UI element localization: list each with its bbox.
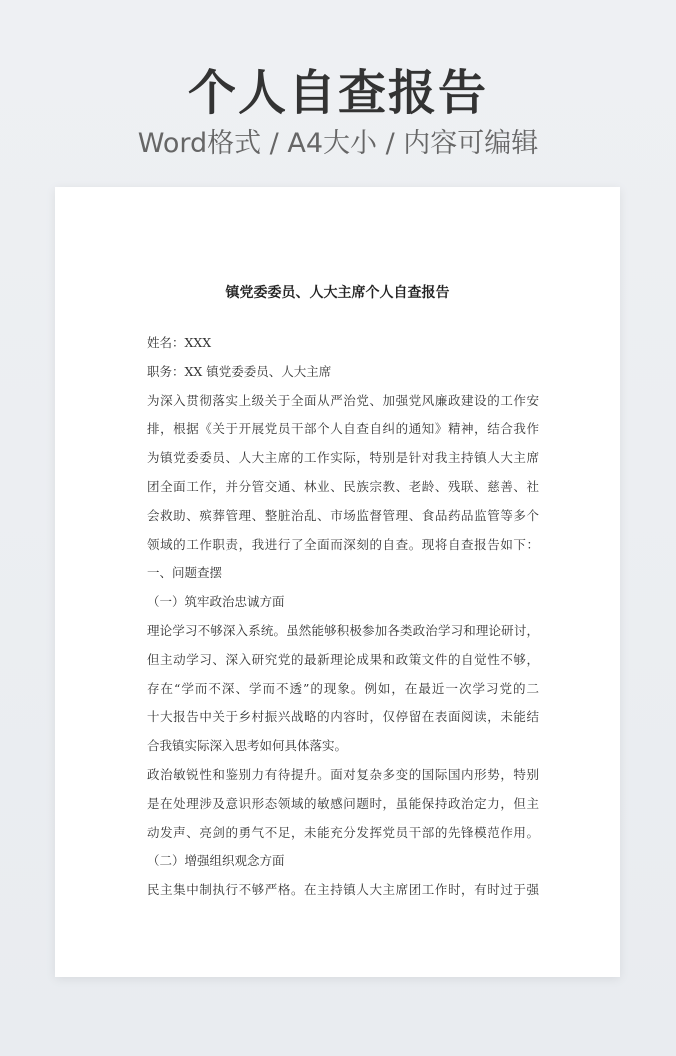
document-body [147, 329, 539, 905]
subsection-heading: （一）筑牢政治忠诚方面 [147, 594, 285, 610]
doc-line: 是在处理涉及意识形态领域的敏感问题时，虽能保持政治定力，但主 [147, 795, 539, 811]
doc-line: 排，根据《关于开展党员干部个人自查自纠的通知》精神，结合我作 [147, 421, 539, 437]
doc-line: 领域的工作职责，我进行了全面而深刻的自查。现将自查报告如下： [147, 536, 539, 552]
doc-line: 十大报告中关于乡村振兴战略的内容时，仅停留在表面阅读，未能结 [147, 709, 539, 725]
document-title: 镇党委委员、人大主席个人自查报告 [225, 285, 450, 301]
doc-line: 合我镇实际深入思考如何具体落实。 [147, 738, 348, 754]
doc-line: 为深入贯彻落实上级关于全面从严治党、加强党风廉政建设的工作安 [147, 392, 539, 408]
section-heading: 一、问题查摆 [147, 565, 223, 581]
doc-line: 会救助、殡葬管理、整脏治乱、市场监督管理、食品药品监管等多个 [147, 507, 539, 523]
doc-line: 理论学习不够深入系统。虽然能够积极参加各类政治学习和理论研讨， [147, 622, 539, 638]
doc-line-position: 职务：XX 镇党委委员、人大主席 [147, 363, 332, 379]
subsection-heading: （二）增强组织观念方面 [147, 853, 285, 869]
page-header [0, 60, 676, 162]
doc-line: 存在“学而不深、学而不透”的现象。例如，在最近一次学习党的二 [147, 680, 539, 696]
doc-line: 团全面工作，并分管交通、林业、民族宗教、老龄、残联、慈善、社 [147, 478, 539, 494]
doc-line: 但主动学习、深入研究党的最新理论成果和政策文件的自觉性不够， [147, 651, 539, 667]
doc-line: 动发声、亮剑的勇气不足，未能充分发挥党员干部的先锋模范作用。 [147, 824, 539, 840]
doc-line-name: 姓名：XXX [147, 335, 212, 350]
doc-line: 为镇党委委员、人大主席的工作实际，特别是针对我主持镇人大主席 [147, 450, 539, 466]
doc-line: 民主集中制执行不够严格。在主持镇人大主席团工作时，有时过于强 [147, 882, 539, 898]
document-page [55, 187, 620, 977]
doc-line: 政治敏锐性和鉴别力有待提升。面对复杂多变的国际国内形势，特别 [147, 766, 539, 782]
main-title: 个人自查报告 [187, 65, 488, 121]
subtitle: Word格式 / A4大小 / 内容可编辑 [137, 128, 539, 159]
